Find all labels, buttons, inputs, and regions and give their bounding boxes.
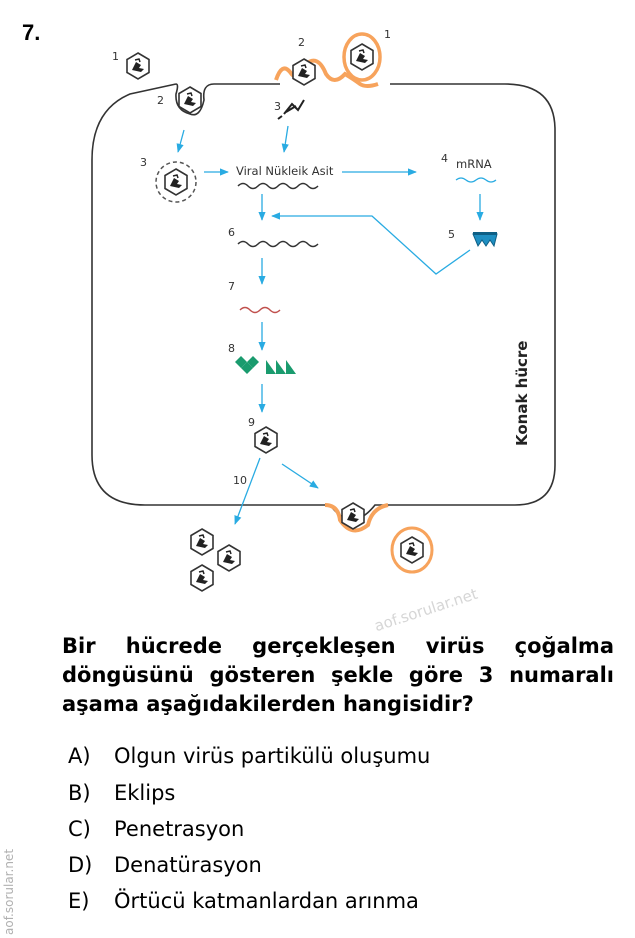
option-b[interactable] [68,781,175,805]
option-a-letter: A) [68,744,91,768]
budding-virion-icon [342,503,364,529]
option-c-letter: C) [68,817,91,841]
red-rna-strand [240,308,280,313]
released-virion-icon-3 [191,565,213,591]
assembled-virion-icon [255,427,277,453]
question-stem: Bir hücrede gerçekleşen virüs çoğalma döngüsünü gösteren şekle göre 3 numaralı aşama aşağıdakilerden hangisidir? [62,634,614,716]
step-1-label-a: 1 [112,50,119,63]
arrow-2-to-3 [178,130,184,152]
option-d[interactable] [68,853,262,877]
viral-nucleic-acid-strand [238,184,318,189]
step-2-label-a: 2 [298,36,305,49]
question-number: 7. [22,20,41,45]
released-virion-icon-2 [218,545,240,571]
free-virion-icon [127,53,149,79]
vesicle-virion-icon [165,169,187,195]
host-cell-membrane [92,84,555,520]
released-virion-icon-1 [191,529,213,555]
step-2-label-b: 2 [157,94,164,107]
released-enveloped-virion-icon [401,537,423,563]
step-10-label: 10 [233,474,247,487]
option-c-text: Penetrasyon [114,817,245,841]
center-watermark: aof.sorular.net [372,584,480,636]
replicated-nucleic-acid-strand [238,242,318,247]
step-9-label: 9 [248,416,255,429]
option-d-text: Denatürasyon [114,853,262,877]
capsid-proteins-icon [235,356,296,374]
step-5-label: 5 [448,228,455,241]
side-watermark: aof.sorular.net [2,848,16,935]
option-a-text: Olgun virüs partikülü oluşumu [114,744,431,768]
viral-nucleic-acid-label: Viral Nükleik Asit [236,164,334,178]
arrow-3a-down [284,126,288,152]
step-6-label: 6 [228,226,235,239]
entering-virion-icon [293,59,315,85]
arrow-ribosome-feedback [272,216,470,274]
step-8-label: 8 [228,342,235,355]
option-b-letter: B) [68,781,91,805]
step-7-label: 7 [228,280,235,293]
host-cell-label: Konak hücre [513,340,531,446]
enveloped-virion-icon [351,44,373,70]
arrow-9-to-budding [282,464,318,488]
uncoating-capsid-fragments-icon [278,100,304,119]
option-e-text: Örtücü katmanlardan arınma [114,889,419,913]
arrow-9-release [235,458,260,524]
endocytosed-virion-icon [179,87,201,113]
ribosome-icon [473,234,497,246]
step-4-label: 4 [441,152,448,165]
option-e[interactable] [68,889,419,913]
step-3-label-b: 3 [140,156,147,169]
step-3-label-a: 3 [274,100,281,113]
option-b-text: Eklips [114,781,176,805]
option-a[interactable] [68,744,430,768]
option-c[interactable] [68,817,244,841]
option-e-letter: E) [68,889,90,913]
option-d-letter: D) [68,853,93,877]
step-1-label-b: 1 [384,28,391,41]
mrna-label: mRNA [456,157,492,171]
mrna-strand [456,178,496,182]
